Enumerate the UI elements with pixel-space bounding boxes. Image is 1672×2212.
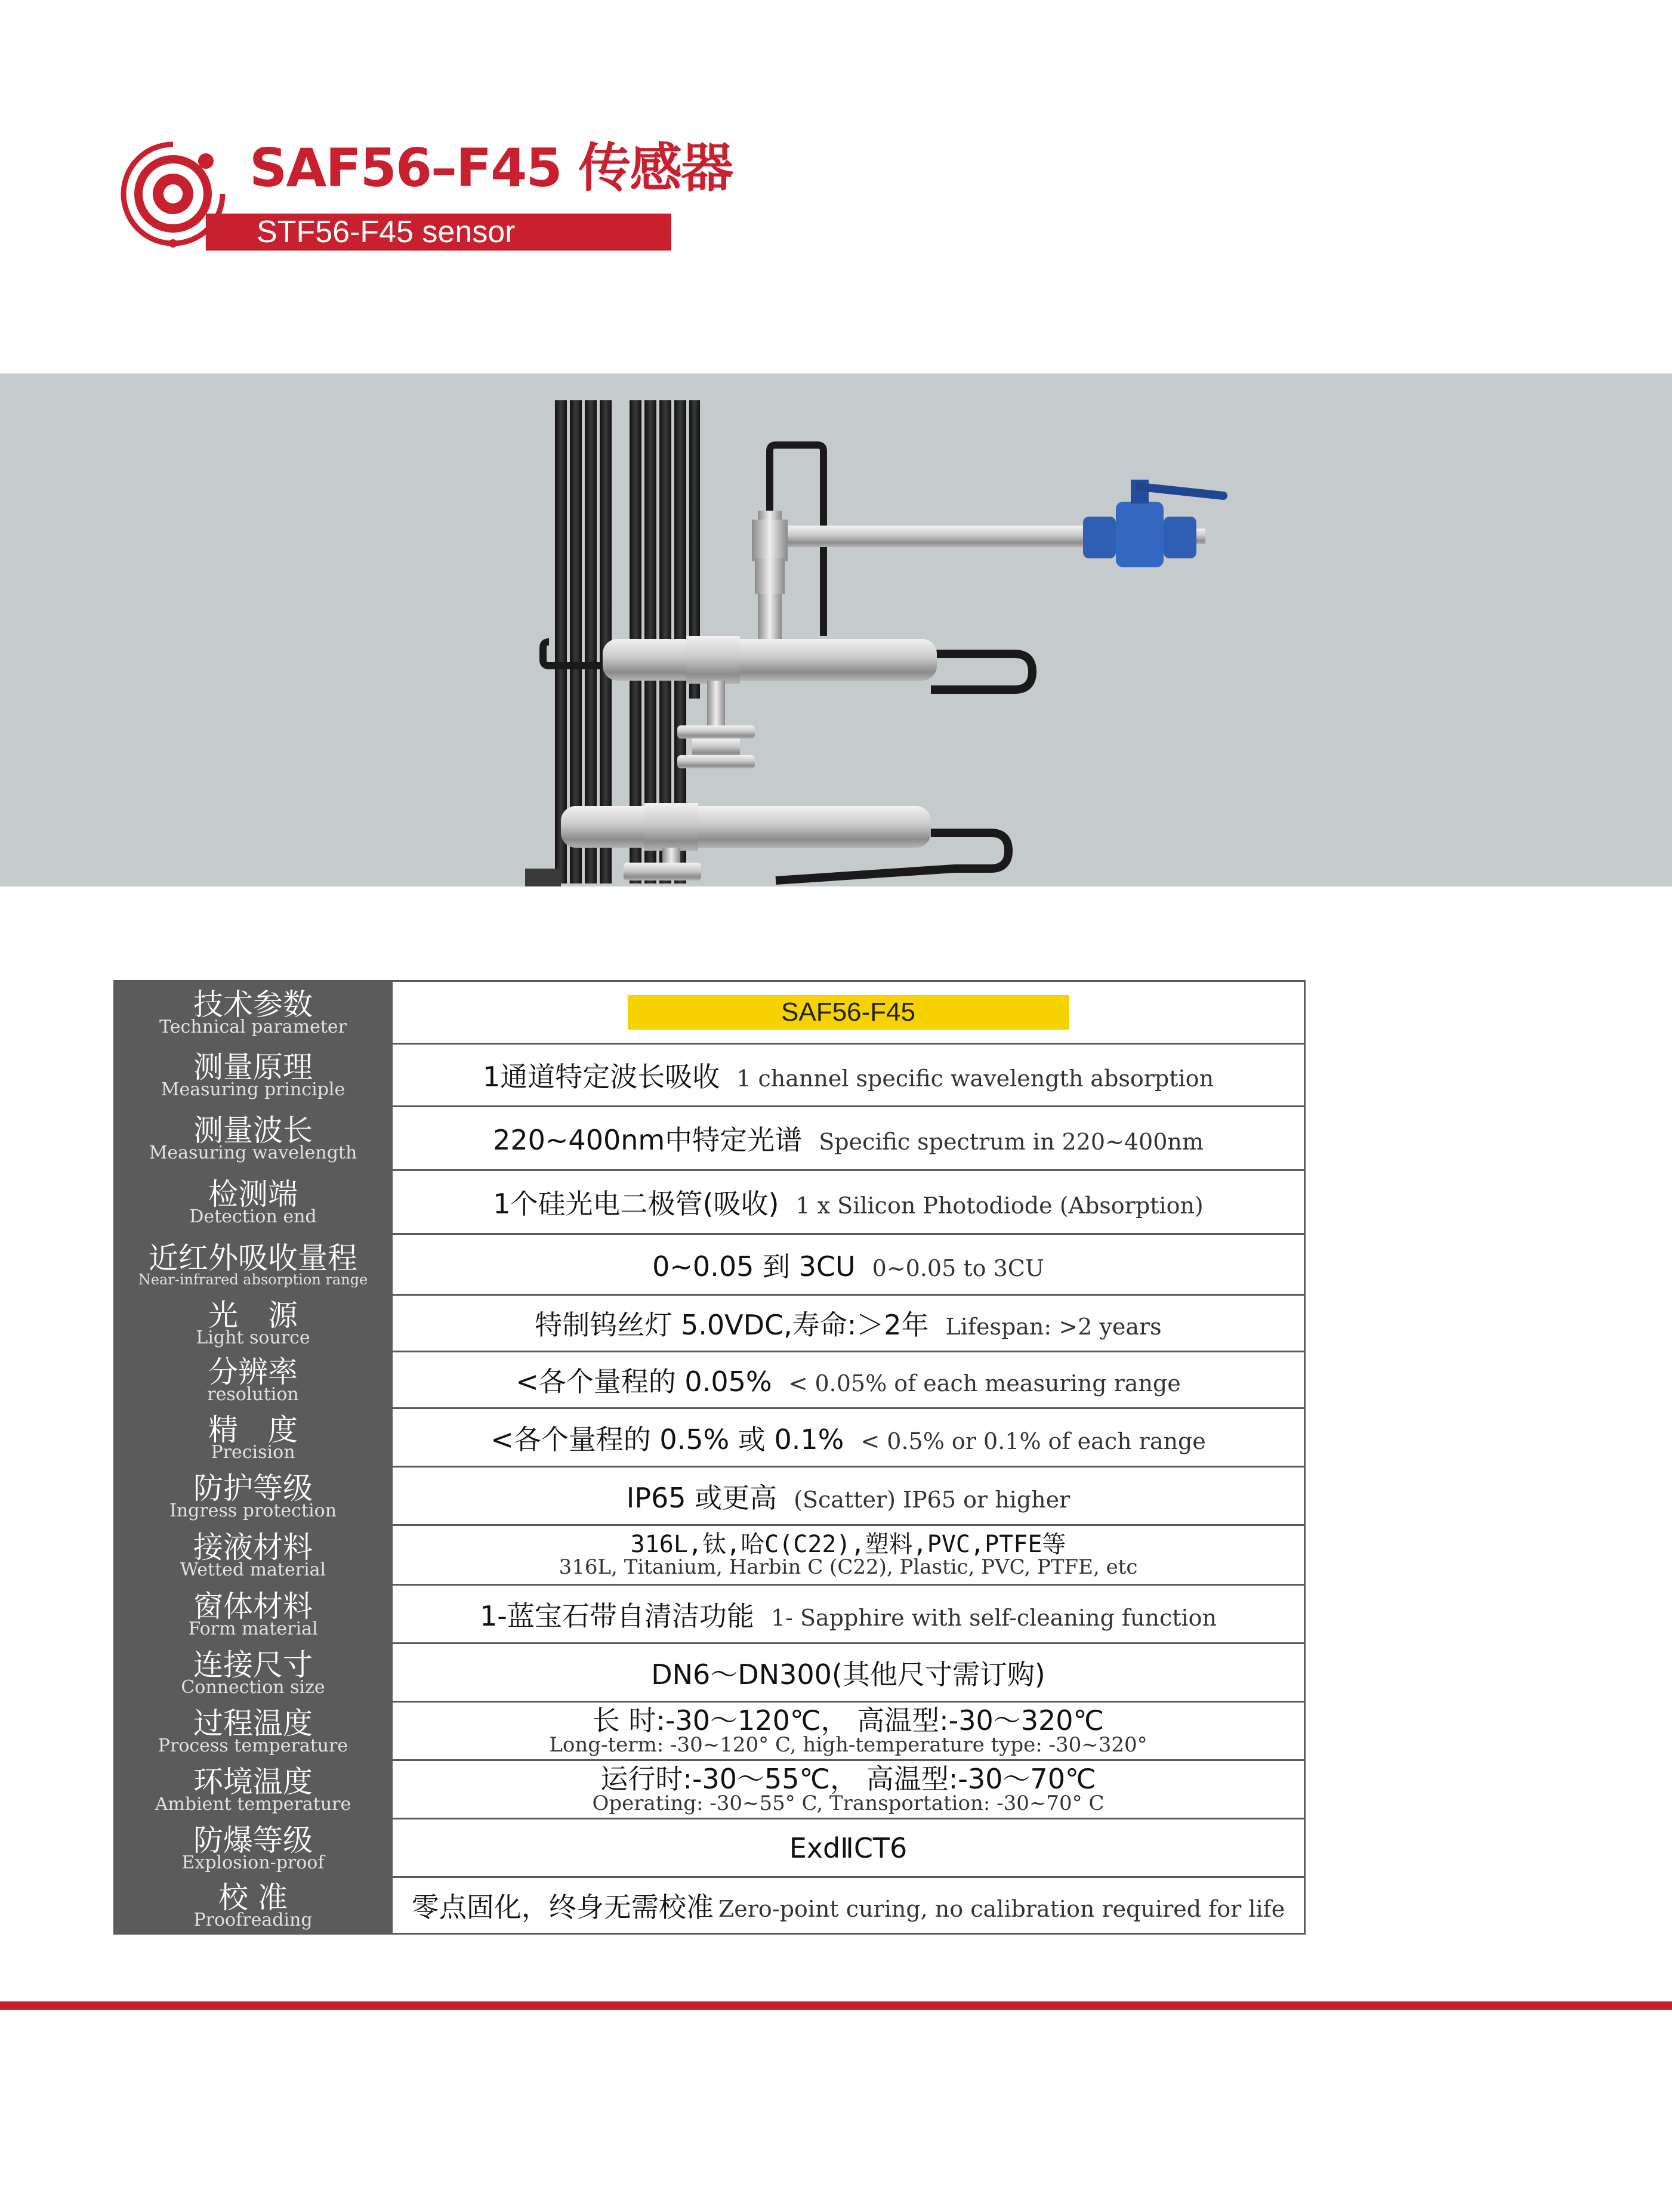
spec-label-cn: 检测端 <box>208 1177 298 1212</box>
spec-label-cn: 测量原理 <box>193 1050 313 1085</box>
spec-label-en: Measuring principle <box>161 1079 345 1100</box>
spec-value <box>392 1467 1305 1525</box>
spec-label-en: Wetted material <box>180 1559 326 1580</box>
table-row <box>115 1760 1305 1819</box>
spec-label-en: Precision <box>211 1441 295 1463</box>
page-title: SAF56–F45 传感器 <box>249 137 733 199</box>
table-row <box>115 1585 1305 1643</box>
spec-value <box>392 981 1305 1044</box>
spec-value-cn: IP65 或更高 <box>626 1481 778 1514</box>
spec-value-en: 1 channel specific wavelength absorption <box>736 1065 1214 1092</box>
page-subtitle: STF56-F45 sensor <box>257 215 516 249</box>
spec-value <box>392 1170 1305 1234</box>
table-row <box>115 1352 1305 1408</box>
spec-value <box>392 1819 1305 1877</box>
spec-value <box>392 1295 1305 1352</box>
spec-label-cn: 光 源 <box>208 1298 298 1333</box>
spec-value-en: 316L, Titanium, Harbin C (C22), Plastic, PVC, PTFE, etc <box>559 1555 1138 1579</box>
spec-value <box>392 1408 1305 1467</box>
spec-label <box>115 981 392 1044</box>
spec-value-cn: ExdⅡCT6 <box>789 1831 908 1864</box>
spec-label <box>115 1585 392 1643</box>
spec-label-en: Near-infrared absorption range <box>138 1271 368 1288</box>
spec-table <box>113 980 1306 1935</box>
table-row <box>115 1819 1305 1877</box>
spec-label <box>115 1760 392 1819</box>
spec-label-en: resolution <box>207 1384 299 1405</box>
spec-label <box>115 1295 392 1352</box>
spec-label-cn: 近红外吸收量程 <box>149 1240 357 1275</box>
table-row <box>115 1044 1305 1107</box>
spec-label-en: Detection end <box>189 1206 317 1227</box>
table-row <box>115 1467 1305 1525</box>
spec-label <box>115 1107 392 1170</box>
spec-value-en: Specific spectrum in 220~400nm <box>819 1129 1204 1155</box>
spec-value-en: < 0.05% of each measuring range <box>788 1370 1181 1397</box>
spec-label <box>115 1352 392 1408</box>
spec-value-cn: 220~400nm中特定光谱 <box>493 1124 803 1156</box>
model-badge: SAF56-F45 <box>628 995 1069 1030</box>
spec-value <box>392 1525 1305 1585</box>
spec-label-en: Connection size <box>181 1676 325 1698</box>
spec-value-cn: 特制钨丝灯 5.0VDC,寿命:＞2年 <box>535 1309 929 1341</box>
spec-value-cn: 零点固化，终身无需校准 <box>411 1891 714 1923</box>
spec-label <box>115 1467 392 1525</box>
spec-value-en: 1- Sapphire with self-cleaning function <box>770 1604 1217 1631</box>
spec-label-en: Ambient temperature <box>155 1793 351 1815</box>
spec-label-cn: 分辨率 <box>208 1355 298 1389</box>
spec-label <box>115 1525 392 1585</box>
spec-label-cn: 校 准 <box>218 1880 288 1915</box>
table-row <box>115 1643 1305 1702</box>
spec-label <box>115 1170 392 1234</box>
spec-value-cn: 长 时:-30～120℃， 高温型:-30～320℃ <box>592 1704 1105 1737</box>
spec-value-en: Operating: -30~55° C, Transportation: -30~70° C <box>592 1791 1105 1815</box>
spec-label <box>115 1819 392 1877</box>
table-row <box>115 1408 1305 1467</box>
spec-value <box>392 1044 1305 1107</box>
table-row <box>115 1107 1305 1170</box>
spec-value-cn: 1个硅光电二极管(吸收) <box>493 1188 779 1220</box>
spec-value-en: 0~0.05 to 3CU <box>872 1255 1044 1281</box>
spec-value-en: Long-term: -30~120° C, high-temperature type: -30~320° <box>549 1732 1147 1757</box>
spec-label-en: Process temperature <box>158 1735 348 1756</box>
table-row <box>115 1877 1305 1934</box>
spec-label-cn: 过程温度 <box>193 1706 313 1741</box>
spec-value-cn: 316L,钛,哈C(C22),塑料,PVC,PTFE等 <box>630 1530 1066 1558</box>
table-row <box>115 1702 1305 1760</box>
spec-label-en: Form material <box>188 1618 318 1639</box>
spec-value <box>392 1107 1305 1170</box>
spec-label-cn: 接液材料 <box>193 1530 313 1565</box>
table-row <box>115 981 1305 1044</box>
spec-label-cn: 窗体材料 <box>193 1589 313 1624</box>
spec-value <box>392 1352 1305 1408</box>
table-row <box>115 1295 1305 1352</box>
spec-label-cn: 技术参数 <box>193 987 313 1022</box>
spec-label-en: Explosion-proof <box>181 1852 325 1873</box>
spec-label <box>115 1234 392 1295</box>
table-row <box>115 1170 1305 1234</box>
spec-value-cn: 1-蓝宝石带自清洁功能 <box>479 1599 754 1632</box>
spec-label-cn: 防爆等级 <box>193 1822 313 1858</box>
spec-value-en: (Scatter) IP65 or higher <box>794 1486 1071 1513</box>
spec-label-en: Ingress protection <box>169 1500 337 1521</box>
spec-value-cn: <各个量程的 0.5% 或 0.1% <box>491 1423 844 1456</box>
spec-value-en: 1 x Silicon Photodiode (Absorption) <box>795 1192 1204 1219</box>
spec-value <box>392 1643 1305 1702</box>
spec-value-en: Lifespan: >2 years <box>945 1314 1162 1340</box>
spec-value <box>392 1760 1305 1819</box>
table-row <box>115 1234 1305 1295</box>
spec-value-en: < 0.5% or 0.1% of each range <box>860 1428 1206 1454</box>
spec-label-cn: 防护等级 <box>193 1470 313 1506</box>
spec-value-cn: <各个量程的 0.05% <box>516 1365 772 1398</box>
spec-label-cn: 连接尺寸 <box>193 1647 313 1682</box>
spec-label <box>115 1877 392 1934</box>
sensor-installation-photo <box>0 373 1672 886</box>
spec-label <box>115 1702 392 1760</box>
spec-value <box>392 1877 1305 1934</box>
spec-label-cn: 测量波长 <box>193 1113 313 1148</box>
spec-label-en: Measuring wavelength <box>149 1142 357 1163</box>
spec-value <box>392 1702 1305 1760</box>
spec-label <box>115 1044 392 1107</box>
spec-value-en: Zero-point curing, no calibration required for life <box>718 1896 1285 1922</box>
spec-value-cn: DN6～DN300(其他尺寸需订购) <box>651 1658 1045 1691</box>
spec-label-en: Proofreading <box>193 1910 313 1930</box>
spec-value <box>392 1585 1305 1643</box>
spec-label <box>115 1643 392 1702</box>
footer-divider <box>0 2001 1672 2010</box>
spec-label-cn: 环境温度 <box>193 1764 313 1799</box>
spec-label-en: Light source <box>196 1327 310 1348</box>
spec-value-cn: 1通道特定波长吸收 <box>482 1061 720 1093</box>
spec-value <box>392 1234 1305 1295</box>
spec-label-en: Technical parameter <box>159 1017 347 1037</box>
table-row <box>115 1525 1305 1585</box>
spec-label-cn: 精 度 <box>208 1412 298 1447</box>
spec-value-cn: 运行时:-30～55℃， 高温型:-30～70℃ <box>600 1762 1096 1795</box>
spec-value-cn: 0~0.05 到 3CU <box>652 1250 856 1283</box>
spec-label <box>115 1408 392 1467</box>
